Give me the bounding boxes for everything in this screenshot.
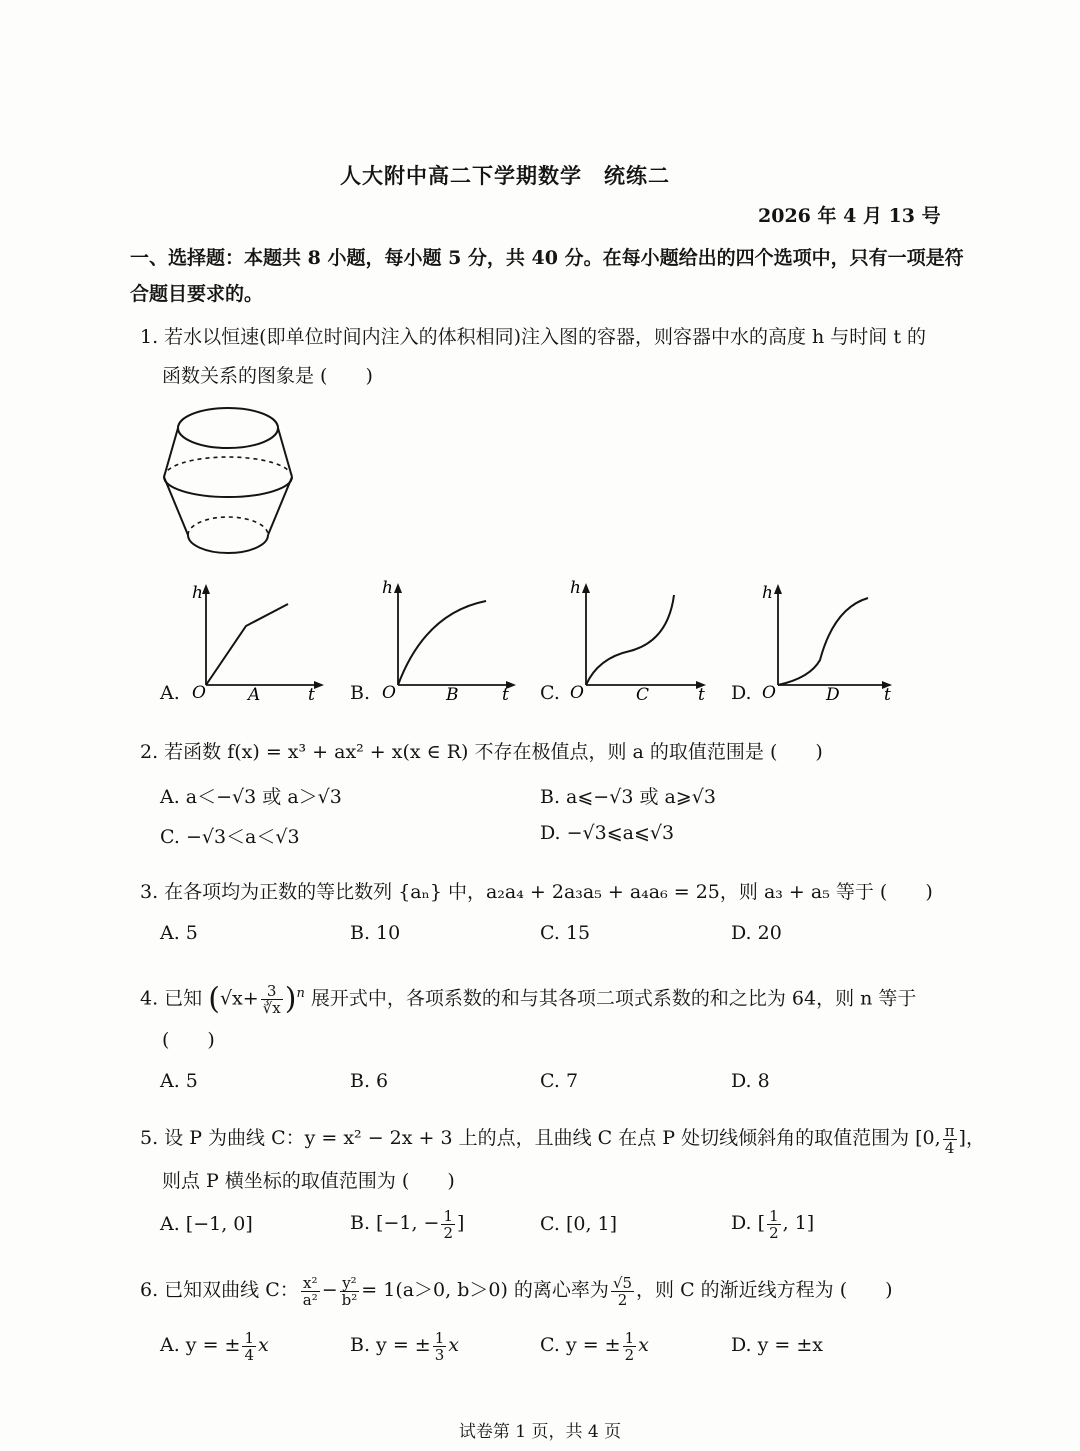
q2-stem: 2. 若函数 f(x) = x³ + ax² + x(x ∈ R) 不存在极值点，则 a 的取值范围是 ( ) xyxy=(140,741,823,763)
q4-stem xyxy=(140,972,916,1020)
q6-c-pre: C. y = ± xyxy=(540,1334,621,1356)
q4-option-c: C. 7 xyxy=(540,1070,579,1092)
graph-a-label: A xyxy=(248,685,261,702)
q4-num: 3 xyxy=(261,983,283,1000)
graph-c-origin: O xyxy=(570,683,584,702)
q5-range-open: [0, xyxy=(915,1127,941,1149)
container-figure xyxy=(150,395,310,560)
q6-c-x: x xyxy=(638,1334,649,1356)
q5-option-b-frac xyxy=(441,1208,455,1241)
q4-exponent: n xyxy=(296,986,305,1001)
graph-c-label: C xyxy=(636,685,650,702)
q6-eccentricity xyxy=(611,1275,634,1308)
q4-prefix: 4. 已知 xyxy=(140,987,203,1010)
q5-option-a: A. [−1, 0] xyxy=(160,1213,253,1235)
q5-d-num: 1 xyxy=(769,1206,779,1225)
q6-mid: = 1(a＞0, b＞0) 的离心率为 xyxy=(361,1279,609,1301)
q6-c-frac xyxy=(623,1330,637,1363)
q4-paren: ( ) xyxy=(162,1029,215,1051)
q6-sqrt5: √5 xyxy=(612,1273,633,1292)
q5-four: 4 xyxy=(944,1138,955,1157)
q5-b-num: 1 xyxy=(443,1206,454,1225)
q5-d-den: 2 xyxy=(769,1223,779,1242)
q5-option-d-frac xyxy=(767,1208,781,1241)
q6-a-x: x xyxy=(258,1334,269,1356)
graph-b-axis-h: h xyxy=(382,578,393,598)
q3-option-a: A. 5 xyxy=(160,922,198,944)
graph-b xyxy=(380,573,520,702)
q1-stem-line2: 函数关系的图象是 ( ) xyxy=(162,365,373,387)
q4-fraction xyxy=(261,983,283,1016)
q5-option-d-post: , 1] xyxy=(782,1212,815,1234)
q5-option-d-pre: D. [ xyxy=(731,1212,766,1234)
q6-b-x: x xyxy=(448,1334,459,1356)
q6-a-num: 1 xyxy=(244,1328,254,1347)
q5-stem xyxy=(140,1118,985,1158)
page-title: 人大附中高二下学期数学 统练二 xyxy=(340,163,670,188)
exam-date: 2026 年 4 月 13 号 xyxy=(758,205,941,227)
q6-a2: a² xyxy=(302,1290,318,1309)
graph-d xyxy=(760,578,900,702)
q5-pi-over-4 xyxy=(943,1123,957,1156)
q4-option-a: A. 5 xyxy=(160,1070,198,1092)
q6-x2: x² xyxy=(301,1275,320,1292)
q1-option-b-label: B. xyxy=(350,682,371,704)
q2-option-d: D. −√3⩽a⩽√3 xyxy=(540,822,675,844)
q4-plus: + xyxy=(242,987,259,1010)
graph-b-axis-t: t xyxy=(502,685,509,702)
q6-x2-over-a2 xyxy=(301,1275,320,1308)
q4-right-paren: ) xyxy=(284,981,297,1017)
q6-c-den: 2 xyxy=(624,1345,635,1364)
graph-a-axis-t: t xyxy=(308,685,315,702)
q3-stem: 3. 在各项均为正数的等比数列 {aₙ} 中，a₂a₄ + 2a₃a₅ + a₄a₆ = 25，则 a₃ + a₅ 等于 ( ) xyxy=(140,881,933,903)
graph-c xyxy=(568,573,718,702)
q6-two: 2 xyxy=(617,1290,628,1309)
q5-option-b-post: ] xyxy=(457,1212,465,1234)
q5-range-close: ]， xyxy=(958,1127,985,1149)
graph-a xyxy=(188,578,328,702)
q4-left-paren: ( xyxy=(208,981,220,1017)
q6-c-num: 1 xyxy=(624,1328,635,1347)
q1-stem-line1: 1. 若水以恒速(即单位时间内注入的体积相同)注入图的容器，则容器中水的高度 h 与时间 t 的 xyxy=(140,326,927,348)
graph-a-axis-h: h xyxy=(192,583,203,603)
q5-stem-text: 5. 设 P 为曲线 C：y = x² − 2x + 3 上的点，且曲线 C 在点 P 处切线倾斜角的取值范围为 xyxy=(140,1127,910,1149)
q3-option-d: D. 20 xyxy=(731,922,782,944)
q5-option-b-pre: B. [−1, − xyxy=(350,1212,440,1234)
q2-option-a: A. a＜−√3 或 a＞√3 xyxy=(160,786,342,808)
q2-option-b: B. a⩽−√3 或 a⩾√3 xyxy=(540,786,716,808)
q5-pi: π xyxy=(944,1121,955,1140)
q4-option-d: D. 8 xyxy=(731,1070,770,1092)
q1-option-c-label: C. xyxy=(540,682,560,704)
graph-b-label: B xyxy=(446,685,459,702)
q6-option-c xyxy=(540,1326,649,1364)
q5-option-d xyxy=(731,1204,814,1242)
q6-b-den: 3 xyxy=(434,1345,445,1364)
page-footer: 试卷第 1 页，共 4 页 xyxy=(458,1422,622,1442)
q6-option-d: D. y = ±x xyxy=(731,1334,824,1356)
q6-stem xyxy=(140,1268,893,1312)
q5-option-c: C. [0, 1] xyxy=(540,1213,618,1235)
q6-b-num: 1 xyxy=(434,1328,445,1347)
q6-b2: b² xyxy=(341,1290,358,1309)
q6-suffix: ，则 C 的渐近线方程为 ( ) xyxy=(636,1279,893,1301)
graph-d-axis-t: t xyxy=(884,685,891,702)
graph-c-axis-t: t xyxy=(698,685,705,702)
q5-option-b xyxy=(350,1204,464,1242)
q5-b-den: 2 xyxy=(443,1223,454,1242)
graph-b-origin: O xyxy=(382,683,396,702)
q6-a-pre: A. y = ± xyxy=(160,1334,241,1356)
q6-b-pre: B. y = ± xyxy=(350,1334,431,1356)
q1-option-a-label: A. xyxy=(160,682,180,704)
q5-stem-line2: 则点 P 横坐标的取值范围为 ( ) xyxy=(162,1170,455,1192)
q3-option-b: B. 10 xyxy=(350,922,401,944)
q3-option-c: C. 15 xyxy=(540,922,591,944)
q6-prefix: 6. 已知双曲线 C： xyxy=(140,1279,299,1301)
q6-y2: y² xyxy=(340,1275,360,1292)
q4-den: ∛x xyxy=(262,998,281,1017)
q6-a-den: 4 xyxy=(244,1345,254,1364)
q4-suffix: 展开式中，各项系数的和与其各项二项式系数的和之比为 64，则 n 等于 xyxy=(310,987,917,1010)
section-heading: 一、选择题：本题共 8 小题，每小题 5 分，共 40 分。在每小题给出的四个选项中，只有一项是符合题目要求的。 xyxy=(130,247,964,305)
q6-a-frac xyxy=(242,1330,256,1363)
graph-c-axis-h: h xyxy=(570,578,581,598)
graph-d-axis-h: h xyxy=(762,583,773,603)
q6-option-a xyxy=(160,1326,269,1364)
q6-option-b xyxy=(350,1326,459,1364)
q6-b-frac xyxy=(433,1330,447,1363)
q4-sqrt-x: √x xyxy=(219,987,243,1010)
q2-option-c: C. −√3＜a＜√3 xyxy=(160,826,300,848)
q4-option-b: B. 6 xyxy=(350,1070,389,1092)
graph-d-label: D xyxy=(826,685,840,702)
q6-minus: − xyxy=(321,1279,338,1301)
graph-d-origin: O xyxy=(762,683,776,702)
graph-a-origin: O xyxy=(192,683,206,702)
q1-option-d-label: D. xyxy=(731,682,752,704)
q6-y2-over-b2 xyxy=(340,1275,360,1308)
